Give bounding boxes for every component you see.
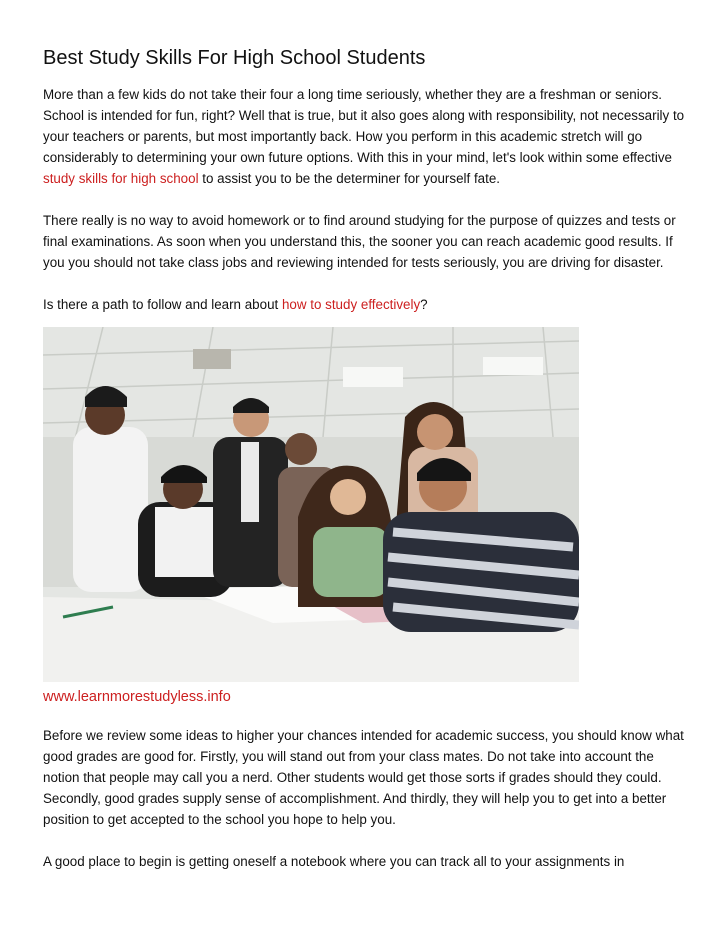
paragraph-notebook: A good place to begin is getting oneself a notebook where you can track all to your assignments in <box>43 854 625 869</box>
paragraph-text: ? <box>420 297 428 312</box>
students-photo <box>43 327 579 682</box>
paragraph-text: More than a few kids do not take their four a long time seriously, whether they are a freshman or seniors. School is intended for fun, right? Well that is true, but it also goes along with responsibility, not necessarily to your teachers or parents, but most importantly back. How you perform in this academic stretch will go considerably to determining your own future options. With this in your mind, let's look within some effective <box>43 87 685 165</box>
paragraph-homework: There really is no way to avoid homework or to find around studying for the purpose of quizzes and tests or final examinations. As soon when you understand this, the sooner you can reach academic good results. If you you should not take class jobs and reviewing intended for tests seriously, you are driving for disaster. <box>43 213 676 270</box>
source-link[interactable]: www.learnmorestudyless.info <box>43 689 231 705</box>
ceiling-light <box>483 357 543 375</box>
paragraph-text: Is there a path to follow and learn about <box>43 297 282 312</box>
paragraph-question <box>43 294 693 315</box>
ceiling-light <box>343 367 403 387</box>
study-effectively-link[interactable]: how to study effectively <box>281 297 421 312</box>
study-skills-link[interactable]: study skills for high school <box>43 171 199 186</box>
paragraph-text: to assist you to be the determiner for yourself fate. <box>198 171 501 186</box>
document-page <box>43 46 693 872</box>
paragraph-grades: Before we review some ideas to higher your chances intended for academic success, you should know what good grades are good for. Firstly, you will stand out from your class mates. Do not take into account the notion that people may call you a nerd. Other students would get those sorts if grades should they could. Secondly, good grades supply sense of accomplishment. And thirdly, they will help you to get into a better position to get accepted to the school you hope to help you. <box>43 728 684 827</box>
projector <box>193 349 231 369</box>
page-title: Best Study Skills For High School Students <box>43 47 426 69</box>
student-long-hair <box>298 466 393 607</box>
paragraph-intro <box>43 84 693 189</box>
